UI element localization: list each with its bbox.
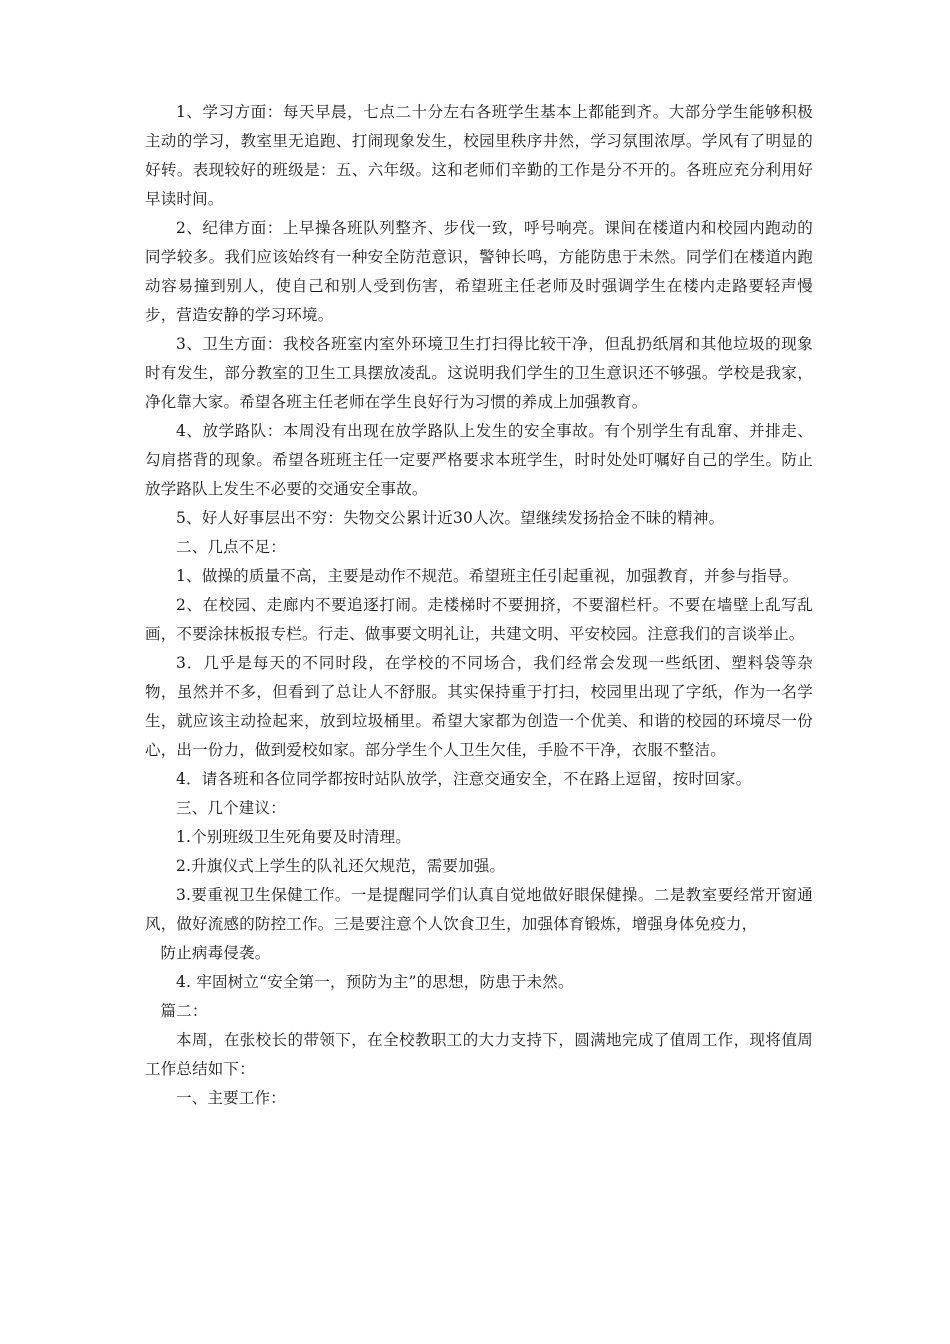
paragraph-part-two-intro: 本周，在张校长的带领下，在全校教职工的大力支持下，圆满地完成了值周工作，现将值周工作总结如下： [145, 1031, 813, 1078]
section-heading-main-work: 一、主要工作： [176, 1089, 286, 1107]
paragraph-good-deeds: 5、好人好事层出不穷：失物交公累计近30人次。望继续发扬拾金不昧的精神。 [176, 509, 725, 527]
paragraph-suggestion-3: 3.要重视卫生保健工作。一是提醒同学们认真自觉地做好眼保健操。二是教室要经常开窗通风，做好流感的防控工作。三是要注意个人饮食卫生，加强体育锻炼，增强身体免疫力， [145, 886, 813, 933]
paragraph-shortcoming-4: 4．请各班和各位同学都按时站队放学，注意交通安全，不在路上逗留，按时回家。 [176, 770, 752, 788]
paragraph-suggestion-2: 2.升旗仪式上学生的队礼还欠规范，需要加强。 [176, 857, 506, 875]
paragraph-shortcoming-1: 1、做操的质量不高，主要是动作不规范。希望班主任引起重视，加强教育，并参与指导。 [176, 567, 799, 585]
section-heading-part-two: 篇二： [160, 1002, 208, 1020]
paragraph-suggestion-1: 1.个别班级卫生死角要及时清理。 [176, 828, 411, 846]
paragraph-study: 1、学习方面：每天早晨，七点二十分左右各班学生基本上都能到齐。大部分学生能够积极主动的学习，教室里无追跑、打闹现象发生，校园里秩序井然，学习氛围浓厚。学风有了明显的好转。表现较好的班级是：五、六年级。这和老师们辛勤的工作是分不开的。各班应充分利用好早读时间。 [145, 103, 813, 208]
paragraph-shortcoming-2: 2、在校园、走廊内不要追逐打闹。走楼梯时不要拥挤，不要溜栏杆。不要在墙壁上乱写乱画，不要涂抹板报专栏。行走、做事要文明礼让，共建文明、平安校园。注意我们的言谈举止。 [145, 596, 813, 643]
paragraph-discipline: 2、纪律方面：上早操各班队列整齐、步伐一致，呼号响亮。课间在楼道内和校园内跑动的同学较多。我们应该始终有一种安全防范意识，警钟长鸣，方能防患于未然。同学们在楼道内跑动容易撞到别人，使自己和别人受到伤害，希望班主任老师及时强调学生在楼内走路要轻声慢步，营造安静的学习环境。 [145, 219, 813, 324]
paragraph-hygiene: 3、卫生方面：我校各班室内室外环境卫生打扫得比较干净，但乱扔纸屑和其他垃圾的现象时有发生，部分教室的卫生工具摆放凌乱。这说明我们学生的卫生意识还不够强。学校是我家，净化靠大家。希望各班主任老师在学生良好行为习惯的养成上加强教育。 [145, 335, 813, 411]
section-heading-suggestions: 三、几个建议： [176, 799, 286, 817]
document-body [145, 98, 813, 1113]
paragraph-suggestion-3-continued: 防止病毒侵袭。 [160, 944, 271, 962]
paragraph-suggestion-4: 4. 牢固树立“安全第一，预防为主”的思想，防患于未然。 [176, 973, 574, 991]
paragraph-shortcoming-3: 3．几乎是每天的不同时段，在学校的不同场合，我们经常会发现一些纸团、塑料袋等杂物，虽然并不多，但看到了总让人不舒服。其实保持重于打扫，校园里出现了字纸，作为一名学生，就应该主动捡起来，放到垃圾桶里。希望大家都为创造一个优美、和谐的校园的环境尽一份心，出一份力，做到爱校如家。部分学生个人卫生欠佳，手脸不干净，衣服不整洁。 [145, 654, 813, 759]
paragraph-dismissal-line: 4、放学路队：本周没有出现在放学路队上发生的安全事故。有个别学生有乱窜、并排走、勾肩搭背的现象。希望各班班主任一定要严格要求本班学生，时时处处叮嘱好自己的学生。防止放学路队上发生不必要的交通安全事故。 [145, 422, 813, 498]
section-heading-shortcomings: 二、几点不足： [176, 538, 286, 556]
